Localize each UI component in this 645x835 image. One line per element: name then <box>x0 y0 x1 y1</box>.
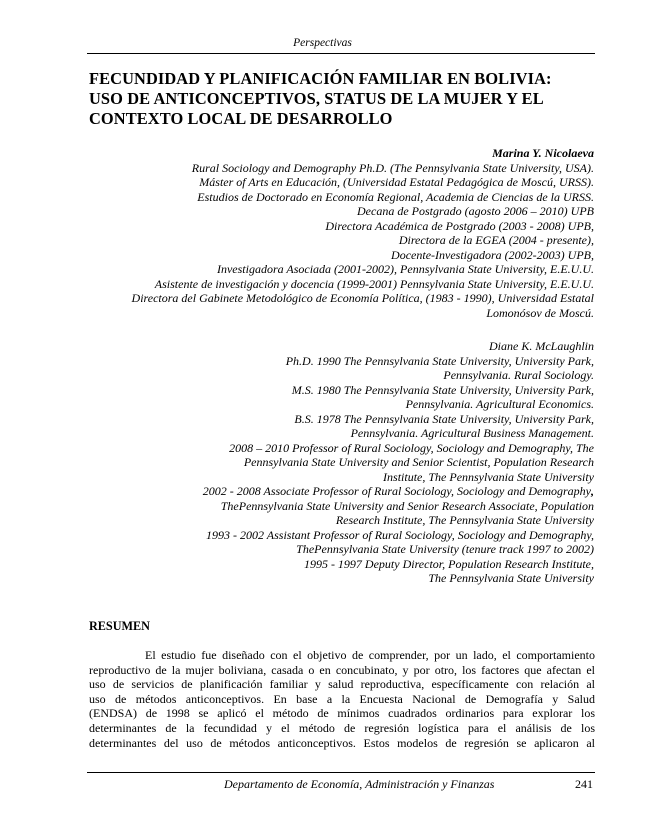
author-1-credential: Directora del Gabinete Metodológico de Economía Política, (1983 - 1990), Universidad Estatal <box>131 291 594 305</box>
abstract-line: (ENDSA) de 1998 se aplicó el método de mínimos cuadrados ordinarios para explorar los <box>89 706 595 721</box>
author-2-credential: Research Institute, The Pennsylvania State University <box>335 513 594 527</box>
running-header: Perspectivas <box>293 37 352 49</box>
abstract-line: determinantes de la fecundidad y el método de regresión logística para el análisis de los <box>89 720 595 735</box>
author-1-credential: Rural Sociology and Demography Ph.D. (The Pennsylvania State University, USA). <box>191 160 594 175</box>
footer-department: Departamento de Economía, Administración y Finanzas <box>224 777 495 791</box>
abstract-line: El estudio fue diseñado con el objetivo de comprender, por un lado, el comportamiento <box>145 648 595 662</box>
author-1-credential: Directora de la EGEA (2004 - presente), <box>398 233 594 247</box>
author-2-credential: 2008 – 2010 Professor of Rural Sociology, Sociology and Demography, The <box>229 440 594 455</box>
author-1-name: Marina Y. Nicolaeva <box>492 146 594 160</box>
author-2-credential: Institute, The Pennsylvania State University <box>383 469 594 484</box>
page-number: 241 <box>575 777 593 791</box>
article-title <box>89 69 599 129</box>
header-rule <box>87 53 595 54</box>
title-line: USO DE ANTICONCEPTIVOS, STATUS DE LA MUJER Y EL <box>89 89 544 108</box>
abstract-line: reproductivo de la mujer boliviana, casada o en concubinato, y por otro, los factores que afectan el <box>89 662 595 677</box>
author-2-block <box>34 339 594 586</box>
author-1-credential: Directora Académica de Postgrado (2003 - 2008) UPB, <box>325 218 594 233</box>
abstract-line: determinantes del uso de métodos anticonceptivos. Estos modelos de regresión se aplicaron al <box>89 735 595 750</box>
author-2-credential <box>34 484 594 499</box>
author-2-credential: Pennsylvania. Rural Sociology. <box>443 368 594 382</box>
title-line: FECUNDIDAD Y PLANIFICACIÓN FAMILIAR EN BOLIVIA: <box>89 69 552 88</box>
author-1-block <box>34 146 594 320</box>
author-2-credential: Pennsylvania. Agricultural Economics. <box>405 397 594 411</box>
author-1-credential: Decana de Postgrado (agosto 2006 – 2010) UPB <box>357 204 594 218</box>
author-2-credential: 1993 - 2002 Assistant Professor of Rural Sociology, Sociology and Demography, <box>206 527 594 542</box>
author-2-credential: ThePennsylvania State University (tenure track 1997 to 2002) <box>296 542 594 556</box>
author-1-credential: Investigadora Asociada (2001-2002), Pennsylvania State University, E.E.U.U. <box>216 262 594 276</box>
author-2-credential: M.S. 1980 The Pennsylvania State University, University Park, <box>291 382 594 397</box>
author-1-credential: Docente-Investigadora (2002-2003) UPB, <box>391 247 594 262</box>
bold-comma: , <box>591 484 594 498</box>
author-2-credential-text: 2002 - 2008 Associate Professor of Rural Sociology, Sociology and Demography <box>202 484 591 498</box>
resumen-heading: RESUMEN <box>89 619 150 633</box>
author-2-credential: ThePennsylvania State University and Senior Research Associate, Population <box>220 498 594 513</box>
abstract-line: uso de métodos anticonceptivos. En base a la Encuesta Nacional de Demografía y Salud <box>89 691 595 706</box>
author-1-credential: Lomonósov de Moscú. <box>486 305 594 320</box>
author-2-credential: Ph.D. 1990 The Pennsylvania State University, University Park, <box>285 353 594 368</box>
author-1-credential: Máster of Arts en Educación, (Universidad Estatal Pedagógica de Moscú, URSS). <box>199 175 594 189</box>
title-line: CONTEXTO LOCAL DE DESARROLLO <box>89 109 393 128</box>
author-2-credential: The Pennsylvania State University <box>428 571 594 585</box>
author-2-credential: 1995 - 1997 Deputy Director, Population Research Institute, <box>303 556 594 571</box>
author-2-credential: Pennsylvania. Agricultural Business Management. <box>350 426 594 440</box>
abstract-text <box>89 648 595 750</box>
footer-rule <box>87 772 595 773</box>
author-2-credential: Pennsylvania State University and Senior Scientist, Population Research <box>243 455 594 469</box>
author-2-credential: B.S. 1978 The Pennsylvania State University, University Park, <box>294 411 594 426</box>
abstract-line: uso de servicios de planificación familiar y salud reproductiva, específicamente con relación al <box>89 677 595 692</box>
author-2-name: Diane K. McLaughlin <box>489 339 594 353</box>
author-1-credential: Asistente de investigación y docencia (1999-2001) Pennsylvania State University, E.E.U.U. <box>154 276 594 291</box>
author-1-credential: Estudios de Doctorado en Economía Regional, Academia de Ciencias de la URSS. <box>197 189 594 204</box>
